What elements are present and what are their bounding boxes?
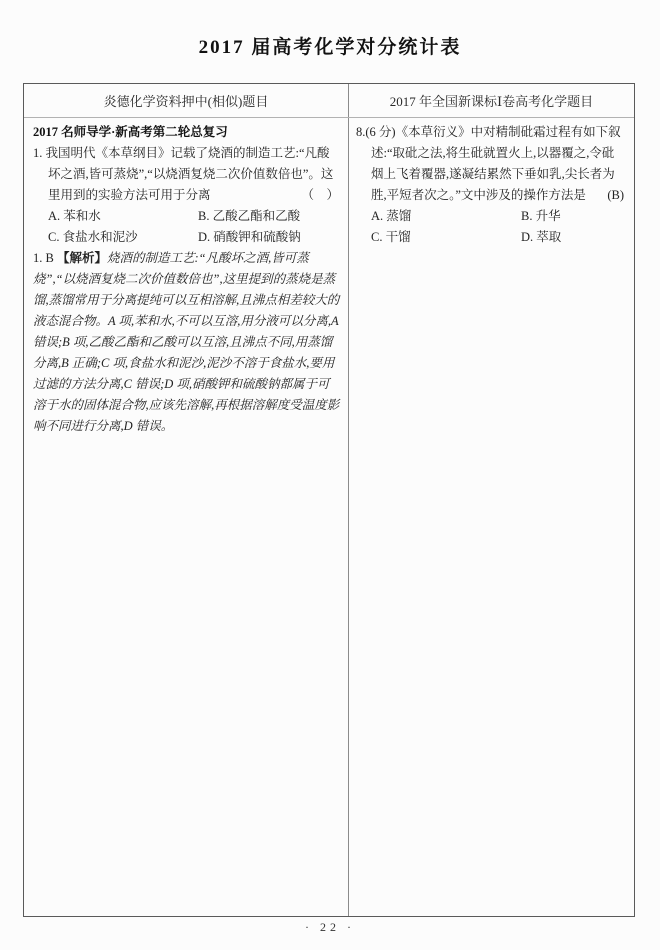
option-b-key: B. (198, 209, 210, 223)
analysis-label: 【解析】 (56, 251, 107, 265)
option-d (521, 227, 626, 248)
left-question-options (33, 206, 341, 248)
source-book-label: 2017 名师导学·新高考第二轮总复习 (33, 125, 228, 139)
right-column-cell (349, 118, 634, 916)
table-body-row (24, 118, 634, 916)
option-d-text: 硝酸钾和硫酸钠 (213, 230, 301, 244)
page-number: · 22 · (305, 920, 355, 934)
option-d-text: 萃取 (536, 230, 562, 244)
answer-bracket: （ ） (301, 188, 339, 202)
table-header-row (24, 84, 634, 118)
left-question-number: 1. (33, 146, 43, 160)
option-c-key: C. (48, 230, 60, 244)
option-b (198, 206, 341, 227)
option-d (198, 227, 341, 248)
right-question-text: 《本草衍义》中对精制砒霜过程有如下叙述:“取砒之法,将生砒就置火上,以器覆之,令砒烟上飞着覆器,遂凝结累然下垂如乳,尖长者为胜,平短者次之。”文中涉及的操作方法是 (371, 125, 621, 202)
comparison-table (23, 83, 635, 917)
option-c-text: 食盐水和泥沙 (62, 230, 138, 244)
option-a (371, 206, 521, 227)
option-c (371, 227, 521, 248)
option-a-text: 苯和水 (63, 209, 101, 223)
option-b-text: 升华 (535, 209, 561, 223)
option-b-key: B. (521, 209, 533, 223)
marked-answer: (B) (607, 188, 624, 202)
header-cell-exam-questions: 2017 年全国新课标Ⅰ卷高考化学题目 (389, 94, 594, 109)
right-question-stem (356, 122, 626, 206)
answer-number: 1. B (33, 251, 54, 265)
option-a-text: 蒸馏 (386, 209, 412, 223)
option-c-key: C. (371, 230, 383, 244)
option-a-key: A. (48, 209, 61, 223)
option-c-text: 干馏 (385, 230, 411, 244)
right-question-options (356, 206, 626, 248)
left-question-stem (33, 143, 341, 206)
analysis-text: 烧酒的制造工艺:“凡酸坏之酒,皆可蒸烧”,“以烧酒复烧二次价值数倍也”,这里提到的蒸烧是蒸馏,蒸馏常用于分离提纯可以互相溶解,且沸点相差较大的液态混合物。A 项,苯和水,不可以互溶,用分液可以分离,A 错误;B 项,乙酸乙酯和乙酸可以互溶,且沸点不同,用蒸馏分离,B 正确;C 项,食盐水和泥沙,泥沙不溶于食盐水,要用过滤的方法分离,C 错误;D 项,硝酸钾和硫酸钠都属于可溶于水的固体混合物,应该先溶解,再根据溶解度受温度影响不同进行分离,D 错误。 (33, 251, 340, 433)
option-b-text: 乙酸乙酯和乙酸 (212, 209, 301, 223)
header-cell-press-questions: 炎德化学资料押中(相似)题目 (24, 84, 349, 117)
option-b (521, 206, 626, 227)
left-question-text: 我国明代《本草纲目》记载了烧酒的制造工艺:“凡酸坏之酒,皆可蒸烧”,“以烧酒复烧二次价值数倍也”。这里用到的实验方法可用于分离 (45, 146, 334, 202)
option-d-key: D. (198, 230, 211, 244)
option-c (48, 227, 198, 248)
left-column-cell (24, 118, 349, 916)
option-a-key: A. (371, 209, 384, 223)
page-title: 2017 届高考化学对分统计表 (198, 37, 462, 58)
answer-analysis (33, 248, 341, 437)
option-d-key: D. (521, 230, 534, 244)
right-question-number: 8.(6 分) (356, 125, 396, 139)
option-a (48, 206, 198, 227)
